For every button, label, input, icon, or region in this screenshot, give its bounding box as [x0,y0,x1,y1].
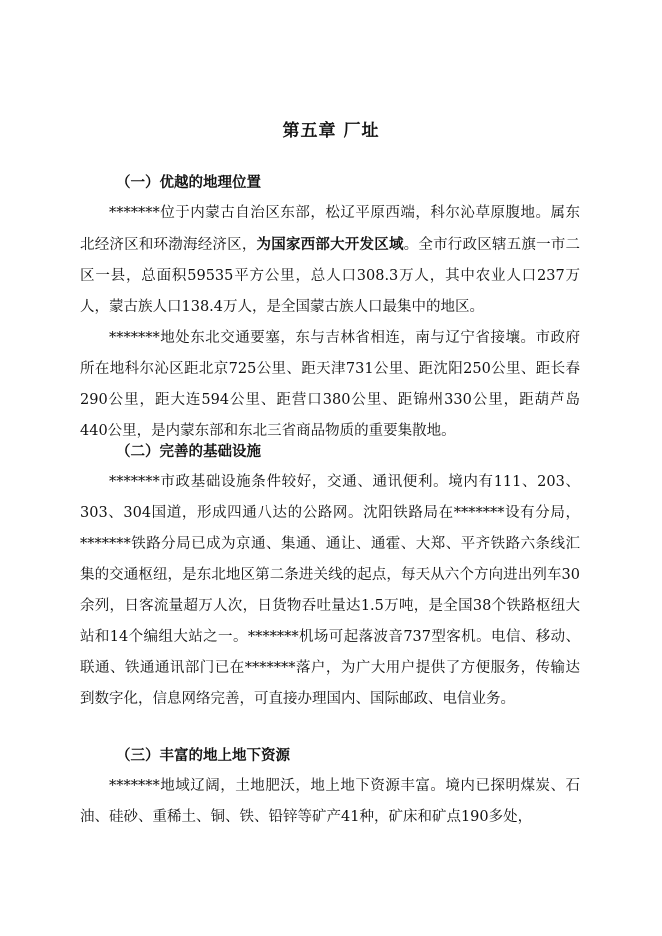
paragraph: *******地处东北交通要塞，东与吉林省相连，南与辽宁省接壤。市政府所在地科尔沁区距北京725公里、距天津731公里、距沈阳250公里、距长春290公里，距大连594公里、距营口380公里、距锦州330公里，距葫芦岛440公里，是内蒙东部和东北三省商品物质的重要集散地。 [80,330,580,439]
section-geography [80,168,580,447]
paragraph: *******位于内蒙古自治区东部，松辽平原西端，科尔沁草原腹地。属东北经济区和环渤海经济区，为国家西部大开发区域。全市行政区辖五旗一市二区一县，总面积59535平方公里，总人口308.3万人，其中农业人口237万人，蒙古族人口138.4万人，是全国蒙古族人口最集中的地区。 [80,205,581,315]
section-infrastructure [80,437,580,715]
paragraph: *******地域辽阔，土地肥沃，地上地下资源丰富。境内已探明煤炭、石油、硅砂、重稀土、铜、铁、铅锌等矿产41种，矿床和矿点190多处， [80,778,580,825]
paragraph: *******市政基础设施条件较好，交通、通讯便利。境内有111、203、303、304国道，形成四通八达的公路网。沈阳铁路局在*******设有分局，*******铁路分局已成为京通、集通、通让、通霍、大郑、平齐铁路六条线汇集的交通枢纽，是东北地区第二条进关线的起点，每天从六个方向进出列车30余列，日客流量超万人次，日货物吞吐量达1.5万吨，是全国38个铁路枢纽大站和14个编组大站之一。*******机场可起落波音737型客机。电信、移动、联通、铁通通讯部门已在*******落户，为广大用户提供了方便服务，传输达到数字化，信息网络完善，可直接办理国内、国际邮政、电信业务。 [80,474,580,707]
emphasis-text: 为国家西部大开发区域 [256,236,404,253]
section-heading: （一）优越的地理位置 [116,174,261,191]
section-heading: （二）完善的基础设施 [116,443,261,460]
section-resources [80,741,580,833]
section-heading: （三）丰富的地上地下资源 [116,747,290,764]
chapter-title: 第五章 厂址 [282,121,380,141]
